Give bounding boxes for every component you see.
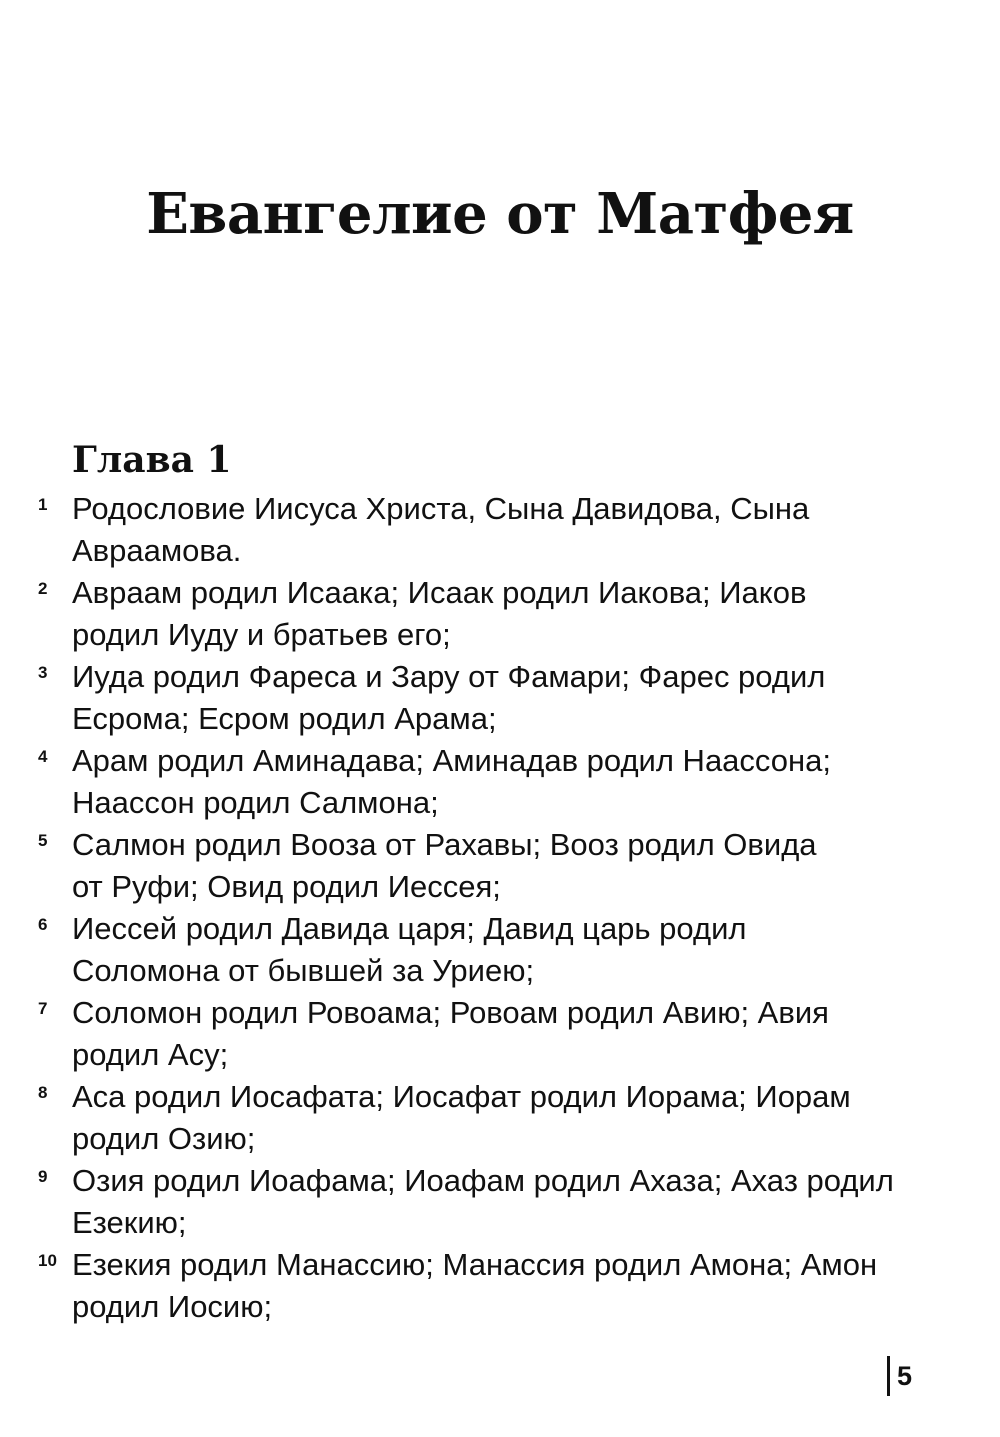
verse-text-line: Езекия родил Манассию; Манассия родил Амона; Амон	[72, 1247, 878, 1282]
verse-text-line: Родословие Иисуса Христа, Сына Давидова, Сына	[72, 491, 810, 526]
verse-text-line: Аса родил Иосафата; Иосафат родил Иорама; Иорам	[72, 1079, 851, 1114]
verse-number: 7	[38, 999, 48, 1018]
page-number: 5	[887, 1356, 912, 1396]
verse-text-line: Иессей родил Давида царя; Давид царь родил	[72, 911, 747, 946]
verse	[38, 824, 938, 908]
verse-text-line: Соломона от бывшей за Уриею;	[72, 953, 535, 988]
verse-text-line: Есрома; Есром родил Арама;	[72, 701, 497, 736]
verse-text-line: Озия родил Иоафама; Иоафам родил Ахаза; Ахаз родил	[72, 1163, 894, 1198]
verse-text-line: Соломон родил Ровоама; Ровоам родил Авию; Авия	[72, 995, 829, 1030]
verse-text-line: родил Асу;	[72, 1037, 229, 1072]
verse-number: 3	[38, 663, 48, 682]
verse-text-line: Авраам родил Исаака; Исаак родил Иакова; Иаков	[72, 575, 807, 610]
verse	[38, 656, 938, 740]
verse-number: 8	[38, 1083, 48, 1102]
verse	[38, 1076, 938, 1160]
verse-number: 5	[38, 831, 48, 850]
verse-text-line: Салмон родил Вооза от Рахавы; Вооз родил Овида	[72, 827, 817, 862]
verse-number: 9	[38, 1167, 48, 1186]
verse-number: 10	[38, 1251, 57, 1270]
verse-text-line: родил Озию;	[72, 1121, 256, 1156]
verse	[38, 740, 938, 824]
book-title: Евангелие от Матфея	[146, 181, 854, 247]
verse-number: 6	[38, 915, 48, 934]
verse-number: 4	[38, 747, 48, 766]
verse-number: 2	[38, 579, 48, 598]
verse-number: 1	[38, 495, 48, 514]
verse	[38, 572, 938, 656]
verse-text-line: родил Иуду и братьев его;	[72, 617, 451, 652]
verse	[38, 908, 938, 992]
verse-text-line: родил Иосию;	[72, 1289, 273, 1324]
verse	[38, 1244, 938, 1328]
verse-text-line: Арам родил Аминадава; Аминадав родил Наассона;	[72, 743, 831, 778]
verse	[38, 992, 938, 1076]
verse-text-line: Иуда родил Фареса и Зару от Фамари; Фарес родил	[72, 659, 826, 694]
verse	[38, 1160, 938, 1244]
verse-text-line: Наассон родил Салмона;	[72, 785, 439, 820]
chapter-heading: Глава 1	[72, 439, 232, 481]
verse-text-line: от Руфи; Овид родил Иессея;	[72, 869, 501, 904]
verse-text-line: Авраамова.	[72, 533, 242, 568]
verse-list	[38, 488, 938, 1328]
verse	[38, 488, 938, 572]
verse-text-line: Езекию;	[72, 1205, 187, 1240]
